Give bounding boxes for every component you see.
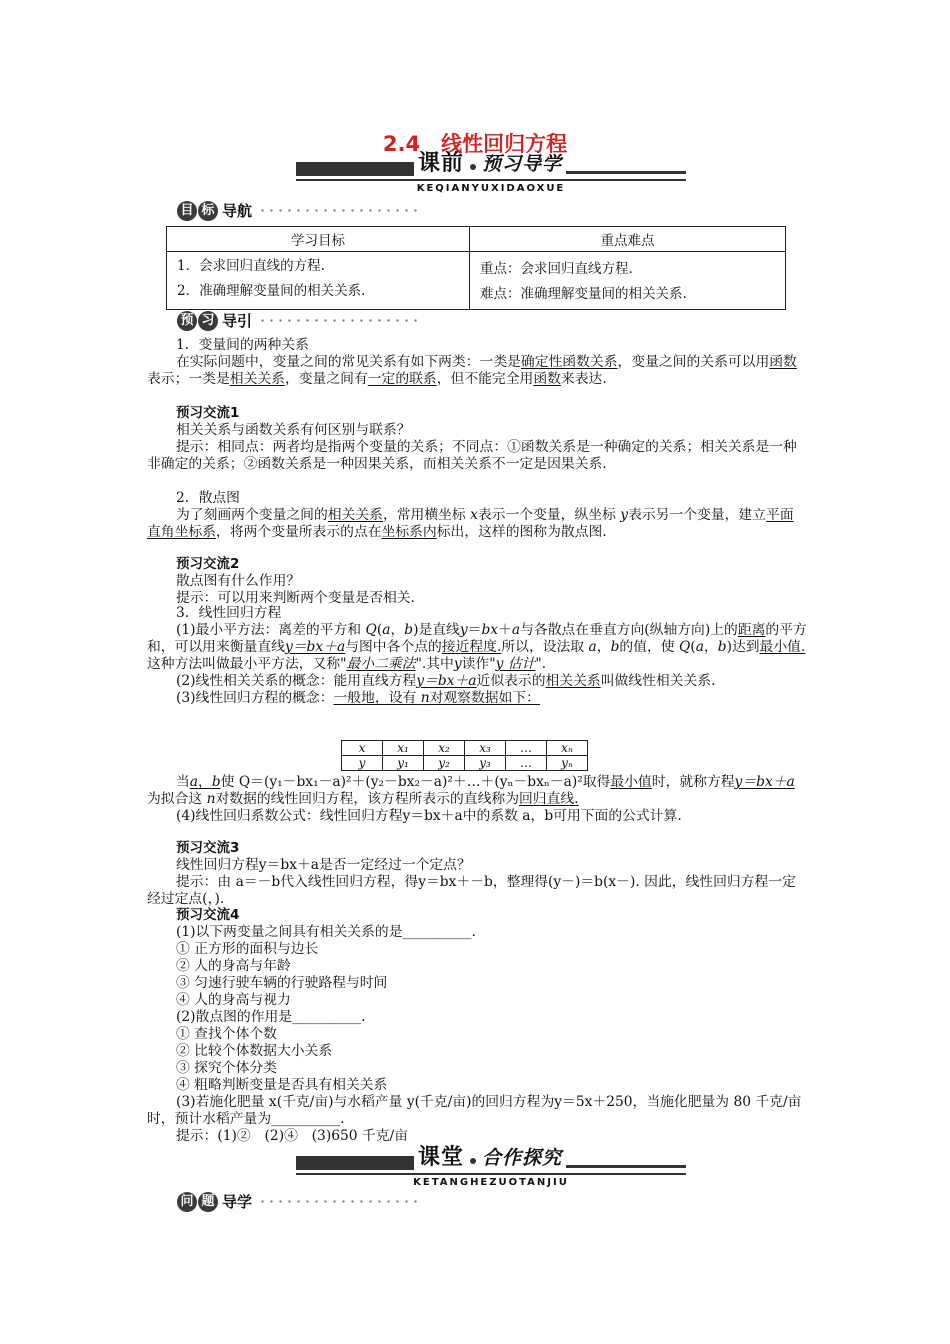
section-1-heading: 1．变量间的两种关系	[176, 337, 309, 353]
banner-preview-left: 课前	[418, 151, 465, 176]
option-item: ① 正方形的面积与边长	[176, 941, 319, 957]
page-title: 2.4 线性回归方程	[382, 132, 568, 156]
option-item: ② 比较个体数据大小关系	[176, 1043, 333, 1059]
section-2-body: 为了刻画两个变量之间的相关关系，常用横坐标 x表示一个变量，纵坐标 y表示另一个变量，建立平面直角坐标系，将两个变量所表示的点在坐标系内标出，这样的图称为散点图.	[147, 507, 794, 540]
problem-badge-icon: 问	[177, 1192, 197, 1212]
exercise-heading: 预习交流2	[176, 556, 240, 572]
table-cell: x	[342, 741, 383, 756]
exercise-answer: 提示：(1)② (2)④ (3)650 千克/亩	[176, 1128, 408, 1144]
section-heading: 导引	[222, 312, 253, 330]
section-3	[147, 605, 807, 707]
exercise-heading: 预习交流3	[176, 840, 240, 856]
option-item: ② 人的身高与年龄	[176, 958, 291, 974]
section-3-heading: 3．线性回归方程	[176, 605, 282, 621]
coefficient-formula: (4)线性回归系数公式：线性回归方程y＝bx＋a中的系数 a，b可用下面的公式计算.	[176, 808, 682, 824]
table-cell: y₃	[465, 756, 506, 771]
table-cell: y₂	[424, 756, 465, 771]
banner-dot-icon	[470, 1158, 476, 1164]
regression-definition-paragraph: (3)线性回归方程的概念：一般地，设有 n对观察数据如下：	[176, 690, 540, 706]
exercise-answer: 提示：相同点：两者均是指两个变量的关系；不同点：①函数关系是一种确定的关系；相关关系是一种非确定的关系；②函数关系是一种因果关系，而相关关系不一定是因果关系.	[147, 439, 797, 472]
section-preview-guide	[177, 310, 418, 331]
goal-item: 2．准确理解变量间的相关关系.	[177, 283, 366, 299]
exercise-2	[147, 556, 807, 607]
dotted-line	[258, 209, 418, 212]
section-problem-guide	[177, 1191, 418, 1212]
table-cell: x₂	[424, 741, 465, 756]
exercise-answer: 提示：由 a＝－b代入线性回归方程，得y＝bx＋－b，整理得(y－)＝b(x－). 因此，线性回归方程一定经过定点(，).	[147, 874, 796, 907]
table-cell: x₃	[465, 741, 506, 756]
keypoint-item: 难点：准确理解变量间的相关关系.	[480, 286, 687, 302]
section-1	[147, 337, 807, 388]
exercise-answer: 提示：可以用来判断两个变量是否相关.	[176, 590, 415, 606]
exercise-question: 散点图有什么作用？	[176, 573, 301, 589]
least-squares-condition: 当a，b使 Q＝(y₁－bx₁－a)²＋(y₂－bx₂－a)²＋…＋(yₙ－bxₙ－a)²取得最小值时，就称方程y＝bx＋a为拟合这 n对数据的线性回归方程，该方程所表示的直线称为回归直线.	[147, 774, 795, 807]
goals-header: 学习目标	[167, 227, 470, 252]
banner-preview-right: 预习导学	[482, 153, 563, 175]
keypoints-cell	[470, 252, 786, 310]
table-cell: yₙ	[547, 756, 588, 771]
section-2	[147, 490, 807, 541]
banner-dot-icon	[470, 164, 476, 170]
option-item: ① 查找个体个数	[176, 1026, 277, 1042]
goal-badge-icon: 目	[177, 201, 197, 221]
table-cell: y	[342, 756, 383, 771]
exercise-heading: 预习交流1	[176, 405, 240, 421]
banner-classroom-subtitle: KETANGHEZUOTANJIU	[413, 1177, 569, 1188]
goal-badge-icon: 标	[198, 201, 218, 221]
goal-item: 1．会求回归直线的方程.	[177, 258, 325, 274]
section-3-continued	[147, 774, 807, 825]
dotted-line	[258, 319, 418, 322]
banner-preview	[296, 152, 686, 176]
section-2-heading: 2．散点图	[176, 490, 240, 506]
goals-table	[166, 226, 786, 310]
option-item: ④ 粗略判断变量是否具有相关关系	[176, 1077, 388, 1093]
exercise-3	[147, 840, 807, 908]
problem-badge-icon: 题	[198, 1192, 218, 1212]
table-cell: …	[506, 741, 547, 756]
exercise-1	[147, 405, 807, 473]
banner-classroom-left: 课堂	[418, 1145, 465, 1170]
dotted-line	[258, 1200, 418, 1203]
banner-classroom-rule	[296, 1173, 686, 1175]
section-heading: 导学	[222, 1193, 253, 1211]
section-goal-nav	[177, 200, 418, 221]
linear-correlation-paragraph: (2)线性相关关系的概念：能用直线方程y＝bx＋a近似表示的相关关系叫做线性相关关系.	[176, 673, 716, 689]
table-cell: y₁	[383, 756, 424, 771]
option-item: ④ 人的身高与视力	[176, 992, 291, 1008]
exercise-question: (3)若施化肥量 x(千克/亩)与水稻产量 y(千克/亩)的回归方程为y＝5x＋250，当施化肥量为 80 千克/亩时，预计水稻产量为__________.	[147, 1094, 802, 1127]
observation-table	[341, 740, 588, 771]
exercise-question: (1)以下两变量之间具有相关关系的是__________.	[176, 924, 476, 940]
option-item: ③ 探究个体分类	[176, 1060, 277, 1076]
exercise-heading: 预习交流4	[176, 907, 240, 923]
table-cell: xₙ	[547, 741, 588, 756]
preview-badge-icon: 预	[177, 311, 197, 331]
table-cell: x₁	[383, 741, 424, 756]
exercise-question: 相关关系与函数关系有何区别与联系？	[176, 422, 411, 438]
table-cell: …	[506, 756, 547, 771]
banner-preview-subtitle: KEQIANYUXIDAOXUE	[416, 183, 566, 194]
least-squares-paragraph: (1)最小平方法：离差的平方和 Q(a，b)是直线y＝bx＋a与各散点在垂直方向(纵轴方向)上的距离的平方和，可以用来衡量直线y＝bx＋a与图中各个点的接近程度.所以，设法取 a，b的值，使 Q(a，b)达到最小值.这种方法叫做最小平方法，又称"最小二乘法".其中y读作"y 估计".	[147, 622, 807, 672]
banner-classroom	[296, 1146, 686, 1170]
exercise-question: (2)散点图的作用是__________.	[176, 1009, 366, 1025]
keypoint-item: 重点：会求回归直线方程.	[480, 261, 633, 277]
section-heading: 导航	[222, 202, 253, 220]
exercise-4	[147, 907, 807, 1145]
goals-cell	[167, 252, 470, 310]
exercise-question: 线性回归方程y＝bx＋a是否一定经过一个定点？	[176, 857, 471, 873]
banner-preview-rule	[296, 179, 686, 181]
preview-badge-icon: 习	[198, 311, 218, 331]
option-item: ③ 匀速行驶车辆的行驶路程与时间	[176, 975, 388, 991]
banner-classroom-right: 合作探究	[482, 1147, 563, 1169]
section-1-body: 在实际问题中，变量之间的常见关系有如下两类：一类是确定性函数关系，变量之间的关系可以用函数表示；一类是相关关系，变量之间有一定的联系，但不能完全用函数来表达.	[147, 354, 797, 387]
keypoints-header: 重点难点	[470, 227, 786, 252]
